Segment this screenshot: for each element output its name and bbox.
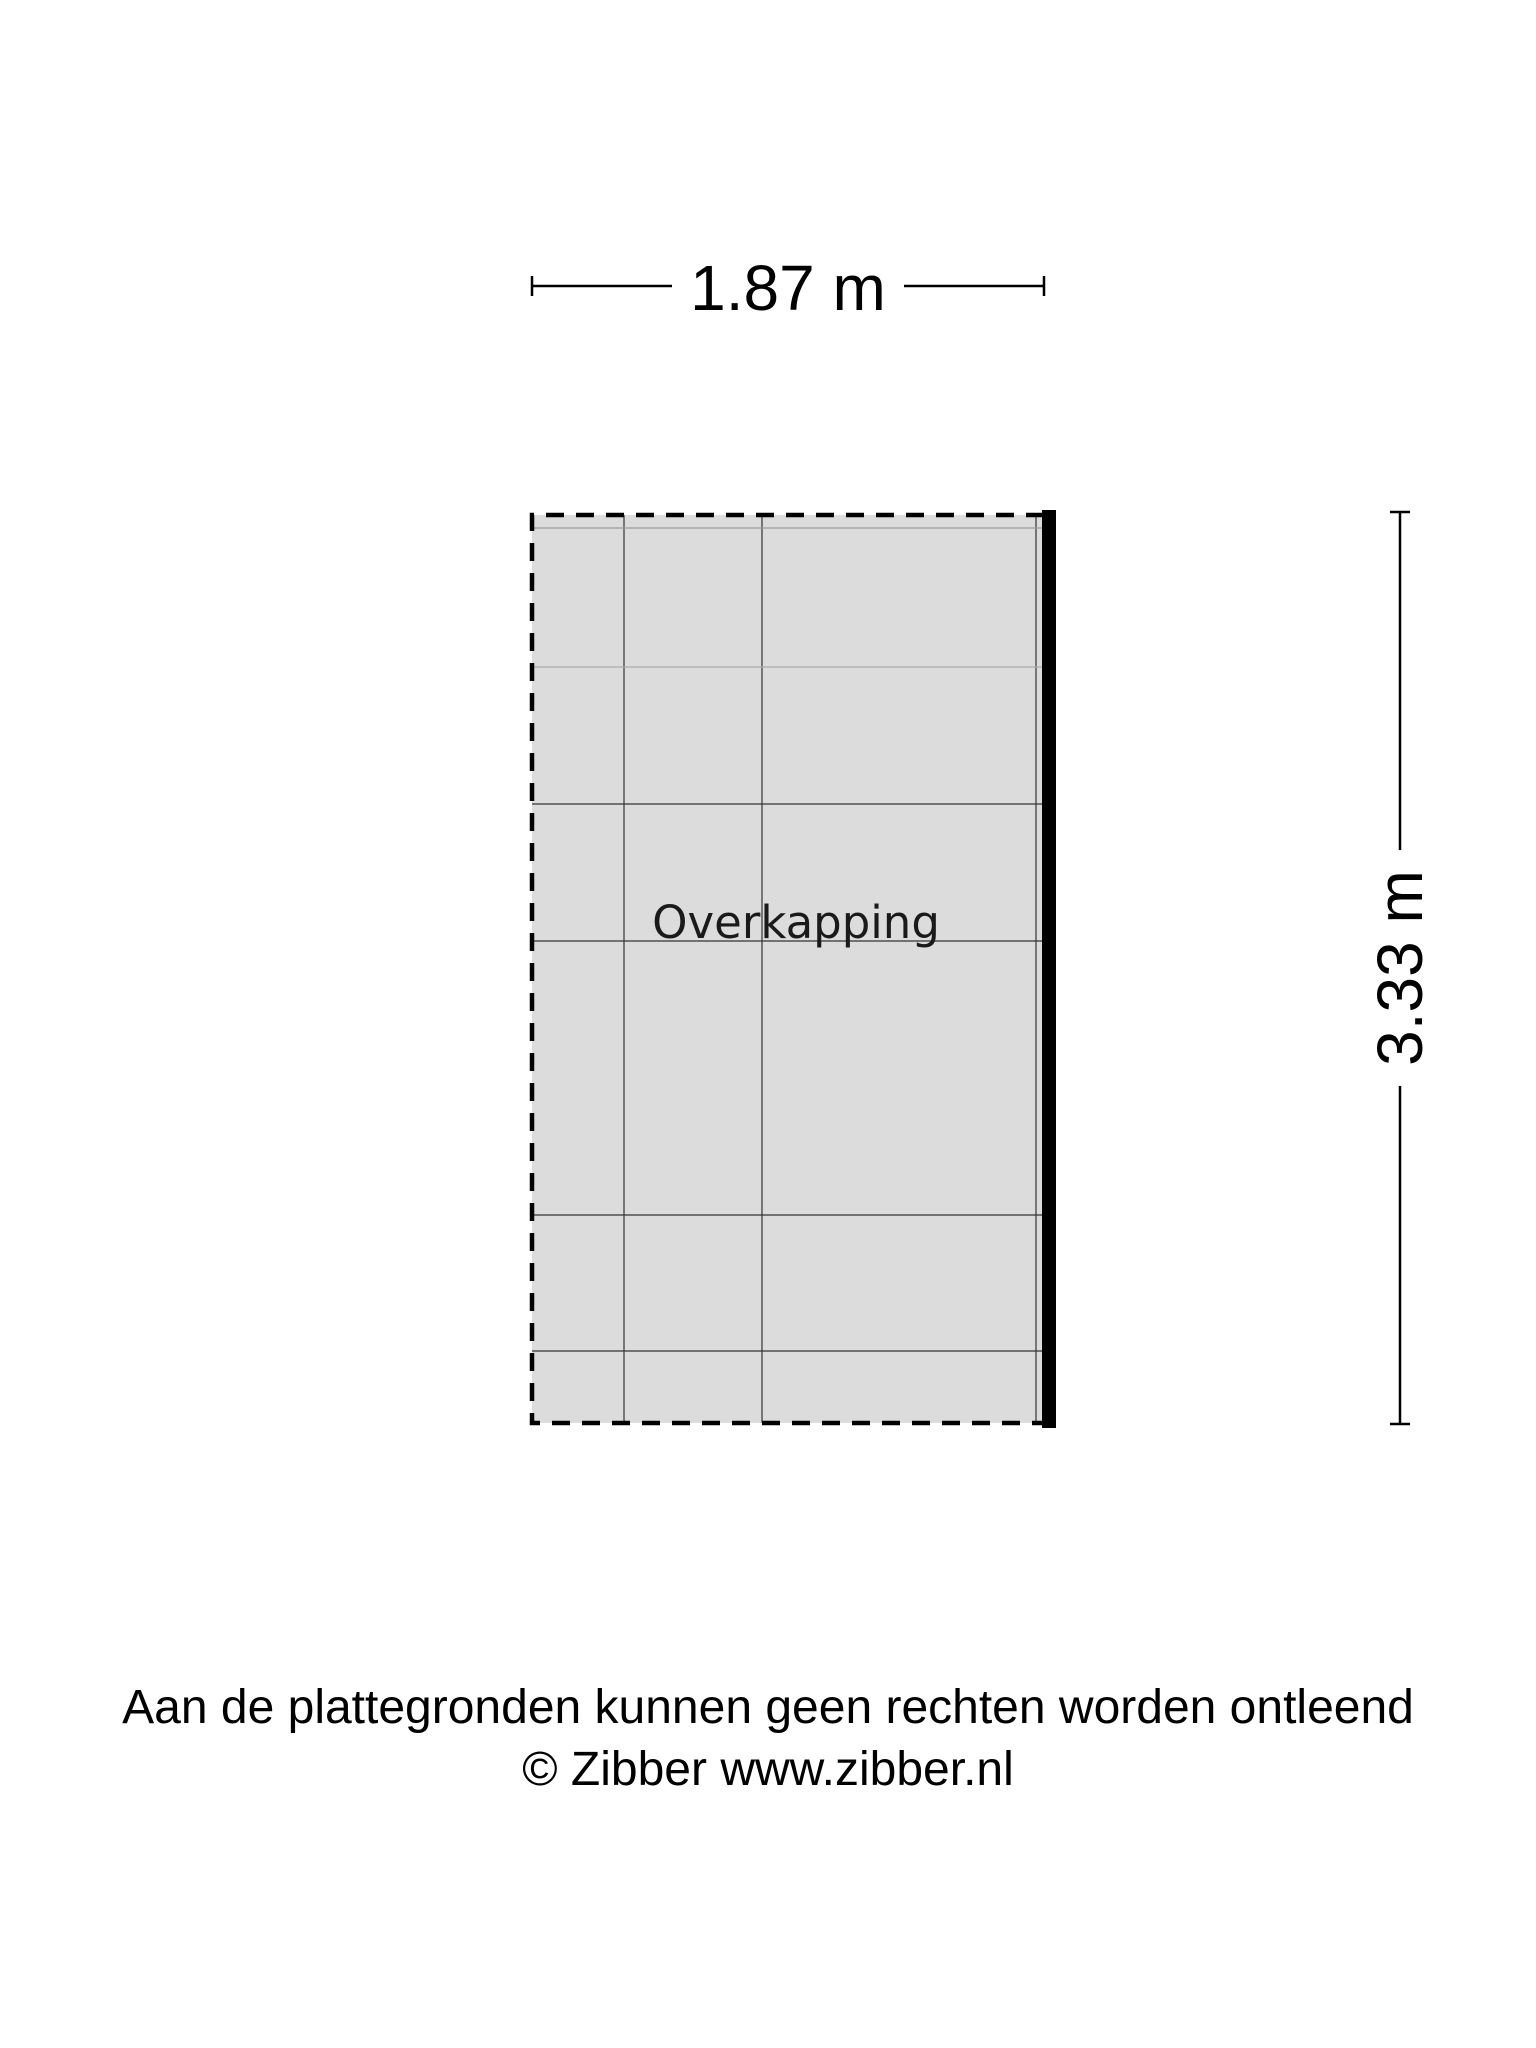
room-overkapping bbox=[532, 510, 1056, 1428]
height-dimension-label: 3.33 m bbox=[1364, 870, 1436, 1066]
disclaimer-text: Aan de plattegronden kunnen geen rechten worden ontleend bbox=[122, 1681, 1414, 1734]
room-label: Overkapping bbox=[652, 896, 940, 949]
copyright-text: © Zibber www.zibber.nl bbox=[522, 1743, 1014, 1796]
width-dimension bbox=[532, 252, 1044, 324]
wall-right bbox=[1042, 510, 1056, 1428]
room-floor bbox=[532, 515, 1046, 1423]
width-dimension-label: 1.87 m bbox=[690, 252, 886, 324]
height-dimension bbox=[1364, 512, 1436, 1424]
